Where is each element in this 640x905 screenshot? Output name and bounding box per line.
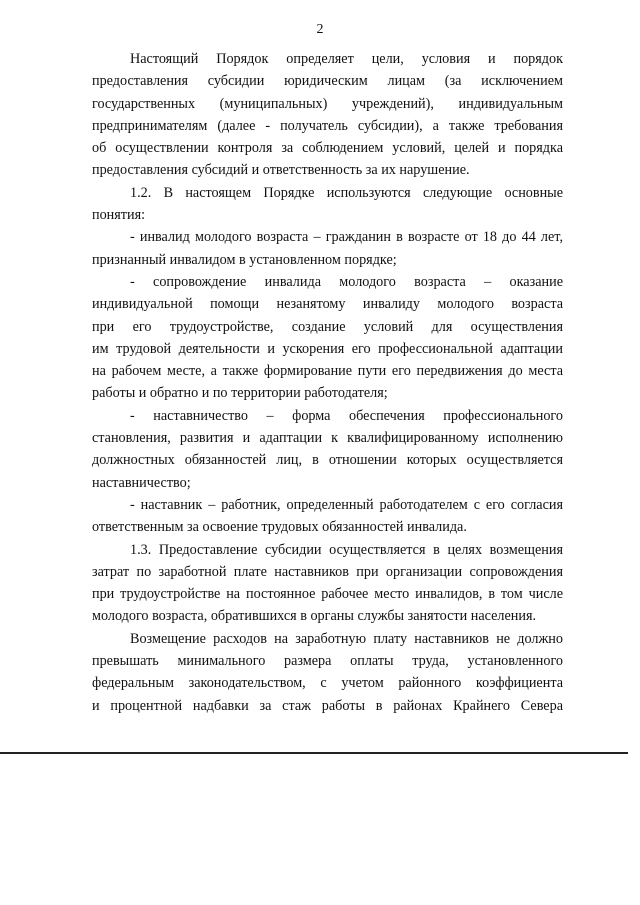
document-body [92, 48, 563, 717]
text-line: - наставничество – форма обеспечения профессионального [130, 407, 563, 424]
text-line: федеральным законодательством, с учетом районного коэффициента [92, 675, 563, 692]
text-line: предоставления субсидии юридическим лицам (за исключением [92, 73, 563, 90]
text-line: предпринимателям (далее - получатель субсидии), а также требования [92, 117, 563, 134]
text-line: 1.3. Предоставление субсидии осуществляется в целях возмещения [130, 541, 563, 558]
text-line: - сопровождение инвалида молодого возраста – оказание [130, 273, 563, 290]
text-line: при трудоустройстве на постоянное рабочее место инвалидов, в том числе [92, 586, 563, 603]
text-line: признанный инвалидом в установленном порядке; [92, 251, 397, 268]
text-line: на рабочем месте, а также формирование пути его передвижения до места [92, 363, 563, 380]
text-line: ответственным за освоение трудовых обязанностей инвалида. [92, 519, 467, 536]
text-line: становления, развития и адаптации к квалифицированному исполнению [92, 430, 563, 447]
text-line: превышать минимального размера оплаты труда, установленного [92, 653, 563, 670]
text-line: Возмещение расходов на заработную плату наставников не должно [130, 630, 563, 647]
text-line: работы и обратно и по территории работодателя; [92, 385, 388, 402]
text-line: 1.2. В настоящем Порядке используются следующие основные [130, 184, 563, 201]
text-line: наставничество; [92, 474, 191, 491]
text-line: индивидуальной помощи незанятому инвалиду молодого возраста [92, 296, 563, 313]
text-line: должностных обязанностей лиц, в отношении которых осуществляется [92, 452, 563, 469]
text-line: предоставления субсидий и ответственность за их нарушение. [92, 162, 470, 179]
text-line: - инвалид молодого возраста – гражданин в возрасте от 18 до 44 лет, [130, 229, 563, 246]
text-line: затрат по заработной плате наставников при организации сопровождения [92, 563, 563, 580]
text-line: молодого возраста, обратившихся в органы службы занятости населения. [92, 608, 537, 625]
text-line: им трудовой деятельности и ускорения его профессиональной адаптации [92, 340, 563, 357]
text-line: и процентной надбавки за стаж работы в районах Крайнего Севера [92, 697, 563, 714]
text-line: государственных (муниципальных) учреждений), индивидуальным [92, 95, 563, 112]
page-number: 2 [316, 22, 324, 37]
text-line: Настоящий Порядок определяет цели, условия и порядок [130, 51, 563, 67]
text-line: при его трудоустройстве, создание условий для осуществления [92, 318, 563, 335]
page-separator-line [0, 752, 628, 754]
text-line: - наставник – работник, определенный работодателем с его согласия [130, 496, 563, 513]
text-line: понятия: [92, 207, 146, 224]
text-line: об осуществлении контроля за соблюдением условий, целей и порядка [92, 140, 563, 157]
